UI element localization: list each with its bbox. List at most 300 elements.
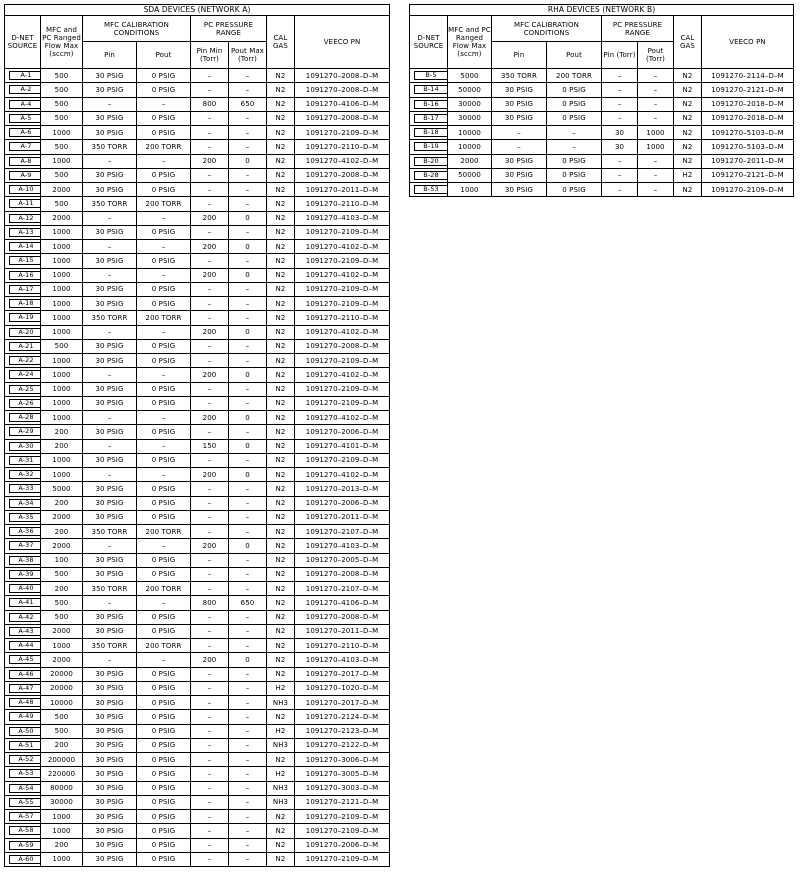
- flow-max-cell: 200000: [41, 753, 83, 767]
- flow-max-cell: 1000: [41, 154, 83, 168]
- flow-max-cell: 1000: [448, 183, 492, 197]
- dnet-source-tag: A-29: [9, 427, 41, 436]
- pc-pout-cell: –: [229, 311, 267, 325]
- pc-pin-cell: –: [191, 838, 229, 852]
- flow-max-cell: 5000: [448, 69, 492, 83]
- dnet-source-tag: A-13: [9, 228, 41, 237]
- dnet-source-tag: A-41: [9, 598, 41, 607]
- cal-gas-cell: N2: [267, 838, 295, 852]
- pc-pout-cell: –: [229, 69, 267, 83]
- dnet-source-tag: A-30: [9, 442, 41, 451]
- pc-pin-cell: –: [191, 254, 229, 268]
- source-cell: [5, 297, 41, 311]
- cal-pout-cell: –: [137, 539, 191, 553]
- header-pc-pressure-range: PC PRESSURE RANGE: [602, 16, 674, 42]
- flow-max-cell: 1000: [41, 282, 83, 296]
- cal-gas-cell: N2: [674, 140, 702, 154]
- dnet-source-tag: A-9: [9, 171, 41, 180]
- table-row: [5, 282, 390, 296]
- cal-pin-cell: –: [492, 140, 547, 154]
- cal-pout-cell: 0 PSIG: [137, 453, 191, 467]
- cal-pout-cell: 0 PSIG: [137, 254, 191, 268]
- cal-pin-cell: 30 PSIG: [83, 339, 137, 353]
- dnet-source-tag: A-32: [9, 470, 41, 479]
- flow-max-cell: 500: [41, 567, 83, 581]
- flow-max-cell: 1000: [41, 240, 83, 254]
- pc-pout-cell: –: [229, 254, 267, 268]
- cal-pin-cell: 30 PSIG: [492, 154, 547, 168]
- cal-pin-cell: 30 PSIG: [83, 838, 137, 852]
- dnet-source-tag: A-59: [9, 841, 41, 850]
- flow-max-cell: 10000: [41, 696, 83, 710]
- source-cell: [5, 525, 41, 539]
- flow-max-cell: 2000: [41, 624, 83, 638]
- cal-pin-cell: 30 PSIG: [83, 624, 137, 638]
- dnet-source-tag: A-11: [9, 199, 41, 208]
- cal-gas-cell: N2: [267, 396, 295, 410]
- dnet-source-tag: A-53: [9, 769, 41, 778]
- cal-gas-cell: N2: [267, 496, 295, 510]
- source-cell: [5, 496, 41, 510]
- source-cell: [5, 696, 41, 710]
- veeco-pn-cell: 1091270–3006–D–M: [295, 753, 390, 767]
- dnet-source-tag: A-37: [9, 541, 41, 550]
- flow-max-cell: 200: [41, 439, 83, 453]
- veeco-pn-cell: 1091270–2109–D–M: [295, 396, 390, 410]
- flow-max-cell: 200: [41, 425, 83, 439]
- cal-pin-cell: –: [83, 653, 137, 667]
- cal-pout-cell: –: [137, 211, 191, 225]
- veeco-pn-cell: 1091270–2013–D–M: [295, 482, 390, 496]
- dnet-source-tag: A-7: [9, 142, 41, 151]
- pc-pin-cell: 200: [191, 539, 229, 553]
- cal-pout-cell: 0 PSIG: [547, 168, 602, 182]
- cal-gas-cell: N2: [267, 126, 295, 140]
- cal-pin-cell: –: [83, 154, 137, 168]
- cal-gas-cell: NH3: [267, 696, 295, 710]
- cal-pin-cell: 30 PSIG: [83, 496, 137, 510]
- header-pout: Pout: [137, 42, 191, 69]
- dnet-source-tag: A-4: [9, 100, 41, 109]
- dnet-source-tag: B-53: [414, 185, 447, 194]
- table-row: [5, 553, 390, 567]
- source-cell: [410, 111, 448, 125]
- source-cell: [5, 852, 41, 866]
- pc-pin-cell: –: [191, 126, 229, 140]
- cal-pout-cell: 0 PSIG: [137, 354, 191, 368]
- flow-max-cell: 10000: [448, 126, 492, 140]
- source-cell: [5, 197, 41, 211]
- veeco-pn-cell: 1091270–2017–D–M: [295, 667, 390, 681]
- header-veeco-pn: VEECO PN: [295, 16, 390, 69]
- pc-pout-cell: 0: [229, 325, 267, 339]
- header-veeco-pn: VEECO PN: [702, 16, 794, 69]
- dnet-source-tag: A-20: [9, 328, 41, 337]
- pc-pin-cell: –: [602, 97, 638, 111]
- veeco-pn-cell: 1091270–2109–D–M: [295, 810, 390, 824]
- table-row: [5, 453, 390, 467]
- pc-pin-cell: –: [191, 496, 229, 510]
- table-row: [5, 653, 390, 667]
- veeco-pn-cell: 1091270–1020–D–M: [295, 681, 390, 695]
- pc-pin-cell: –: [191, 852, 229, 866]
- source-cell: [5, 69, 41, 83]
- flow-max-cell: 2000: [41, 211, 83, 225]
- table-row: [5, 325, 390, 339]
- dnet-source-tag: B-28: [414, 171, 447, 180]
- cal-pin-cell: 350 TORR: [83, 140, 137, 154]
- flow-max-cell: 1000: [41, 354, 83, 368]
- header-pin: Pin: [83, 42, 137, 69]
- flow-max-cell: 500: [41, 197, 83, 211]
- veeco-pn-cell: 1091270–2110–D–M: [295, 140, 390, 154]
- pc-pout-cell: –: [229, 838, 267, 852]
- cal-pin-cell: 350 TORR: [492, 69, 547, 83]
- table-row: [410, 140, 794, 154]
- dnet-source-tag: A-44: [9, 641, 41, 650]
- table-row: [5, 567, 390, 581]
- pc-pin-cell: 30: [602, 126, 638, 140]
- cal-pout-cell: –: [547, 126, 602, 140]
- pc-pout-cell: –: [229, 183, 267, 197]
- cal-pin-cell: 30 PSIG: [83, 795, 137, 809]
- table-row: [5, 639, 390, 653]
- cal-pin-cell: 30 PSIG: [83, 382, 137, 396]
- veeco-pn-cell: 1091270–2005–D–M: [295, 553, 390, 567]
- source-cell: [5, 510, 41, 524]
- dnet-source-tag: A-6: [9, 128, 41, 137]
- veeco-pn-cell: 1091270–2109–D–M: [295, 297, 390, 311]
- cal-gas-cell: N2: [674, 69, 702, 83]
- pc-pout-cell: –: [638, 183, 674, 197]
- header-pout-max: Pout Max (Torr): [229, 42, 267, 69]
- source-cell: [5, 653, 41, 667]
- pc-pin-cell: –: [191, 111, 229, 125]
- dnet-source-tag: A-49: [9, 712, 41, 721]
- header-dnet-source: D-NET SOURCE: [5, 16, 41, 69]
- source-cell: [5, 225, 41, 239]
- pc-pin-cell: –: [191, 482, 229, 496]
- veeco-pn-cell: 1091270–2008–D–M: [295, 83, 390, 97]
- cal-pin-cell: 30 PSIG: [83, 225, 137, 239]
- pc-pout-cell: 0: [229, 439, 267, 453]
- pc-pout-cell: –: [229, 567, 267, 581]
- source-cell: [5, 126, 41, 140]
- cal-pin-cell: –: [83, 368, 137, 382]
- flow-max-cell: 500: [41, 596, 83, 610]
- pc-pin-cell: –: [191, 297, 229, 311]
- pc-pout-cell: 0: [229, 268, 267, 282]
- veeco-pn-cell: 1091270–2011–D–M: [295, 510, 390, 524]
- cal-pin-cell: 30 PSIG: [83, 710, 137, 724]
- pc-pin-cell: 200: [191, 211, 229, 225]
- veeco-pn-cell: 1091270–3005–D–M: [295, 767, 390, 781]
- cal-gas-cell: N2: [267, 810, 295, 824]
- cal-pout-cell: –: [137, 439, 191, 453]
- cal-pout-cell: 0 PSIG: [137, 225, 191, 239]
- cal-pout-cell: 0 PSIG: [137, 567, 191, 581]
- cal-pin-cell: –: [83, 211, 137, 225]
- dnet-source-tag: A-50: [9, 727, 41, 736]
- cal-pout-cell: 0 PSIG: [547, 97, 602, 111]
- cal-gas-cell: N2: [267, 610, 295, 624]
- cal-gas-cell: N2: [267, 83, 295, 97]
- cal-pout-cell: 0 PSIG: [137, 824, 191, 838]
- cal-pin-cell: 30 PSIG: [83, 354, 137, 368]
- flow-max-cell: 500: [41, 339, 83, 353]
- table-row: [5, 154, 390, 168]
- source-cell: [5, 724, 41, 738]
- pc-pin-cell: 200: [191, 240, 229, 254]
- cal-gas-cell: N2: [674, 126, 702, 140]
- dnet-source-tag: A-28: [9, 413, 41, 422]
- table-row: [5, 596, 390, 610]
- cal-pout-cell: 0 PSIG: [137, 610, 191, 624]
- pc-pin-cell: –: [191, 183, 229, 197]
- cal-gas-cell: N2: [267, 582, 295, 596]
- cal-pin-cell: 30 PSIG: [83, 425, 137, 439]
- pc-pout-cell: –: [638, 111, 674, 125]
- cal-pout-cell: 0 PSIG: [137, 496, 191, 510]
- flow-max-cell: 200: [41, 738, 83, 752]
- flow-max-cell: 5000: [41, 482, 83, 496]
- cal-gas-cell: NH3: [267, 795, 295, 809]
- flow-max-cell: 2000: [41, 539, 83, 553]
- pc-pout-cell: –: [229, 753, 267, 767]
- source-cell: [5, 425, 41, 439]
- pc-pin-cell: 30: [602, 140, 638, 154]
- veeco-pn-cell: 1091270–4102–D–M: [295, 154, 390, 168]
- pc-pin-cell: 200: [191, 154, 229, 168]
- flow-max-cell: 1000: [41, 810, 83, 824]
- cal-pin-cell: 30 PSIG: [83, 168, 137, 182]
- table-row: [5, 254, 390, 268]
- dnet-source-tag: B-14: [414, 85, 447, 94]
- pc-pin-cell: –: [191, 582, 229, 596]
- cal-gas-cell: N2: [267, 824, 295, 838]
- cal-pin-cell: 30 PSIG: [83, 553, 137, 567]
- veeco-pn-cell: 1091270–4106–D–M: [295, 596, 390, 610]
- flow-max-cell: 30000: [448, 97, 492, 111]
- cal-pin-cell: 30 PSIG: [83, 254, 137, 268]
- veeco-pn-cell: 1091270–2011–D–M: [295, 183, 390, 197]
- veeco-pn-cell: 1091270–2107–D–M: [295, 582, 390, 596]
- cal-gas-cell: N2: [267, 852, 295, 866]
- veeco-pn-cell: 1091270–4102–D–M: [295, 368, 390, 382]
- pc-pin-cell: 200: [191, 411, 229, 425]
- flow-max-cell: 10000: [448, 140, 492, 154]
- pc-pout-cell: –: [229, 225, 267, 239]
- cal-pout-cell: 200 TORR: [547, 69, 602, 83]
- source-cell: [5, 453, 41, 467]
- dnet-source-tag: A-5: [9, 114, 41, 123]
- table-row: [410, 83, 794, 97]
- dnet-source-tag: B-5: [414, 71, 447, 80]
- pc-pout-cell: 0: [229, 411, 267, 425]
- cal-pin-cell: –: [83, 411, 137, 425]
- flow-max-cell: 1000: [41, 396, 83, 410]
- pc-pin-cell: –: [602, 111, 638, 125]
- flow-max-cell: 220000: [41, 767, 83, 781]
- pc-pout-cell: –: [229, 710, 267, 724]
- header-mfc-calibration: MFC CALIBRATION CONDITIONS: [83, 16, 191, 42]
- cal-pout-cell: 0 PSIG: [137, 767, 191, 781]
- cal-pin-cell: –: [83, 596, 137, 610]
- cal-pin-cell: 30 PSIG: [83, 183, 137, 197]
- source-cell: [5, 624, 41, 638]
- cal-gas-cell: N2: [267, 567, 295, 581]
- cal-gas-cell: N2: [267, 439, 295, 453]
- cal-gas-cell: N2: [267, 197, 295, 211]
- pc-pin-cell: 200: [191, 468, 229, 482]
- cal-gas-cell: N2: [267, 97, 295, 111]
- cal-pout-cell: 0 PSIG: [137, 111, 191, 125]
- source-cell: [5, 97, 41, 111]
- pc-pout-cell: 0: [229, 154, 267, 168]
- table-row: [5, 724, 390, 738]
- source-cell: [5, 482, 41, 496]
- flow-max-cell: 2000: [41, 653, 83, 667]
- source-cell: [5, 325, 41, 339]
- cal-gas-cell: N2: [267, 69, 295, 83]
- cal-pout-cell: 0 PSIG: [137, 781, 191, 795]
- cal-pout-cell: 0 PSIG: [137, 297, 191, 311]
- cal-pin-cell: 350 TORR: [83, 525, 137, 539]
- source-cell: [5, 710, 41, 724]
- source-cell: [5, 268, 41, 282]
- veeco-pn-cell: 1091270–2008–D–M: [295, 111, 390, 125]
- table-row: [410, 111, 794, 125]
- cal-pout-cell: 200 TORR: [137, 639, 191, 653]
- pc-pout-cell: –: [229, 582, 267, 596]
- pc-pout-cell: –: [229, 553, 267, 567]
- pc-pin-cell: –: [191, 767, 229, 781]
- veeco-pn-cell: 1091270–2110–D–M: [295, 639, 390, 653]
- header-pin-torr: Pin (Torr): [602, 42, 638, 69]
- cal-pout-cell: –: [137, 325, 191, 339]
- pc-pout-cell: –: [229, 83, 267, 97]
- source-cell: [5, 183, 41, 197]
- cal-gas-cell: N2: [267, 297, 295, 311]
- dnet-source-tag: A-26: [9, 399, 41, 408]
- source-cell: [5, 154, 41, 168]
- pc-pout-cell: –: [229, 339, 267, 353]
- cal-gas-cell: N2: [267, 453, 295, 467]
- cal-pin-cell: 30 PSIG: [83, 297, 137, 311]
- pc-pout-cell: –: [229, 852, 267, 866]
- table-row: [410, 168, 794, 182]
- dnet-source-tag: A-14: [9, 242, 41, 251]
- veeco-pn-cell: 1091270–2006–D–M: [295, 838, 390, 852]
- veeco-pn-cell: 1091270–2109–D–M: [702, 183, 794, 197]
- flow-max-cell: 20000: [41, 681, 83, 695]
- veeco-pn-cell: 1091270–2123–D–M: [295, 724, 390, 738]
- dnet-source-tag: A-46: [9, 670, 41, 679]
- pc-pin-cell: –: [191, 396, 229, 410]
- source-cell: [5, 767, 41, 781]
- sda-table-title: SDA DEVICES (NETWORK A): [5, 5, 390, 16]
- flow-max-cell: 1000: [41, 325, 83, 339]
- dnet-source-tag: B-20: [414, 157, 447, 166]
- veeco-pn-cell: 1091270–2006–D–M: [295, 496, 390, 510]
- cal-pout-cell: 200 TORR: [137, 525, 191, 539]
- cal-gas-cell: N2: [267, 254, 295, 268]
- cal-pout-cell: 0 PSIG: [137, 795, 191, 809]
- cal-gas-cell: N2: [674, 111, 702, 125]
- dnet-source-tag: A-38: [9, 556, 41, 565]
- table-row: [410, 97, 794, 111]
- source-cell: [5, 753, 41, 767]
- cal-pout-cell: 0 PSIG: [137, 126, 191, 140]
- cal-pout-cell: 0 PSIG: [137, 753, 191, 767]
- cal-pin-cell: –: [83, 439, 137, 453]
- dnet-source-tag: A-10: [9, 185, 41, 194]
- pc-pin-cell: –: [191, 724, 229, 738]
- table-row: [5, 126, 390, 140]
- dnet-source-tag: A-45: [9, 655, 41, 664]
- dnet-source-tag: A-34: [9, 499, 41, 508]
- source-cell: [5, 553, 41, 567]
- table-row: [5, 710, 390, 724]
- header-cal-gas: CAL GAS: [674, 16, 702, 69]
- table-row: [5, 795, 390, 809]
- pc-pout-cell: –: [229, 795, 267, 809]
- cal-pin-cell: 350 TORR: [83, 197, 137, 211]
- cal-gas-cell: N2: [267, 425, 295, 439]
- table-row: [5, 211, 390, 225]
- cal-pin-cell: 30 PSIG: [83, 810, 137, 824]
- source-cell: [5, 254, 41, 268]
- header-pc-pressure-range: PC PRESSURE RANGE: [191, 16, 267, 42]
- pc-pin-cell: –: [191, 824, 229, 838]
- pc-pin-cell: 200: [191, 268, 229, 282]
- pc-pout-cell: –: [229, 496, 267, 510]
- flow-max-cell: 50000: [448, 168, 492, 182]
- dnet-source-tag: A-52: [9, 755, 41, 764]
- cal-pin-cell: 30 PSIG: [83, 610, 137, 624]
- cal-gas-cell: N2: [267, 325, 295, 339]
- table-row: [5, 97, 390, 111]
- source-cell: [5, 339, 41, 353]
- cal-gas-cell: N2: [267, 211, 295, 225]
- cal-pout-cell: 0 PSIG: [137, 396, 191, 410]
- cal-pin-cell: 30 PSIG: [83, 767, 137, 781]
- flow-max-cell: 1000: [41, 126, 83, 140]
- table-row: [5, 140, 390, 154]
- header-pin-min: Pin Min (Torr): [191, 42, 229, 69]
- flow-max-cell: 2000: [41, 183, 83, 197]
- dnet-source-tag: B-19: [414, 142, 447, 151]
- cal-pin-cell: 30 PSIG: [83, 567, 137, 581]
- dnet-source-tag: A-18: [9, 299, 41, 308]
- cal-pout-cell: 0 PSIG: [137, 696, 191, 710]
- table-row: [5, 225, 390, 239]
- table-row: [5, 767, 390, 781]
- cal-gas-cell: N2: [267, 268, 295, 282]
- pc-pin-cell: 200: [191, 325, 229, 339]
- dnet-source-tag: A-24: [9, 370, 41, 379]
- table-row: [410, 69, 794, 83]
- flow-max-cell: 500: [41, 83, 83, 97]
- veeco-pn-cell: 1091270–2109–D–M: [295, 382, 390, 396]
- cal-gas-cell: N2: [267, 596, 295, 610]
- dnet-source-tag: A-21: [9, 342, 41, 351]
- veeco-pn-cell: 1091270–2008–D–M: [295, 69, 390, 83]
- cal-pout-cell: –: [137, 268, 191, 282]
- flow-max-cell: 200: [41, 525, 83, 539]
- source-cell: [5, 681, 41, 695]
- source-cell: [5, 824, 41, 838]
